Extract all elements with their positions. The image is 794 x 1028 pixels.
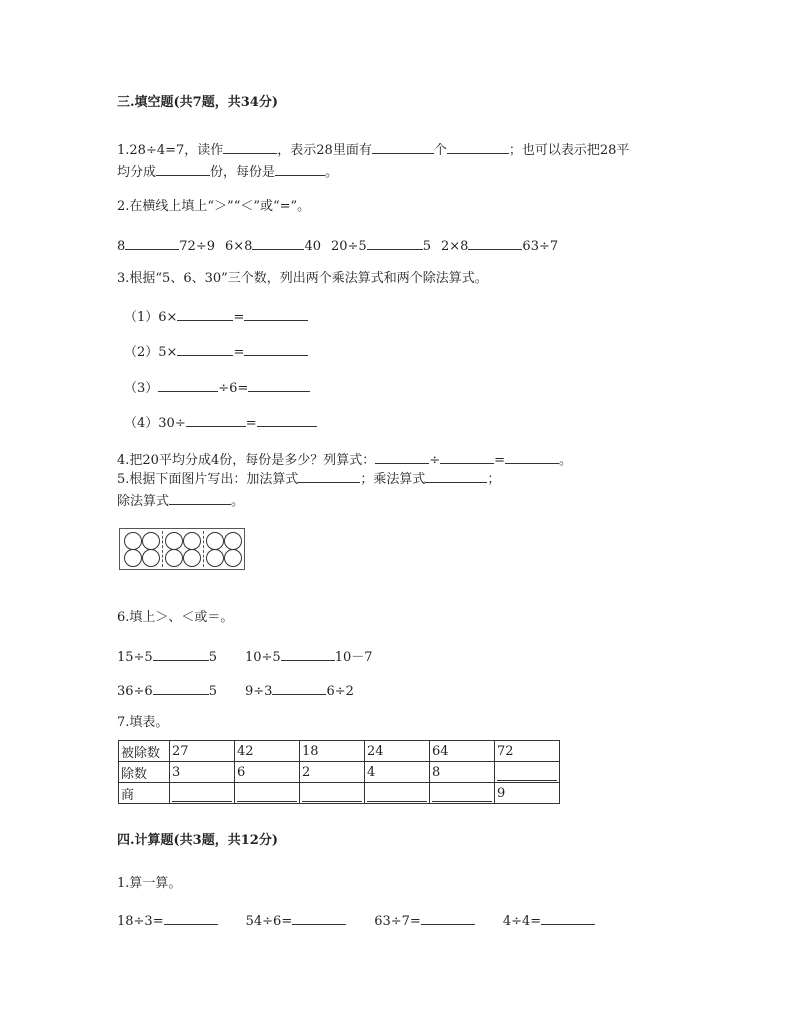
q6-item2-blank[interactable] [281, 646, 335, 661]
q2-item3-blank[interactable] [367, 235, 423, 250]
q6-prompt: 6.填上＞、＜或＝。 [117, 610, 234, 625]
table-cell: 42 [235, 741, 300, 762]
q6-item3-blank[interactable] [153, 680, 209, 695]
q1-blank-count[interactable] [372, 139, 434, 154]
q1-text-b: ，表示28里面有 [277, 143, 372, 158]
q3-row2-text: 5× [158, 345, 178, 360]
q6-item1-left: 15÷5 [117, 650, 153, 665]
q3-row1-blank1[interactable] [177, 306, 233, 321]
q3-row2-eq: = [233, 345, 245, 360]
table-cell-blank[interactable] [170, 783, 235, 804]
q3-row2-blank1[interactable] [177, 341, 233, 356]
calc-item3: 63÷7= [374, 914, 421, 929]
q1-text-c: 个 [433, 143, 447, 158]
q5-text-sep: ； [487, 472, 501, 487]
q5-blank-add[interactable] [298, 468, 360, 483]
q2-item2-blank[interactable] [252, 235, 304, 250]
circle [206, 549, 224, 567]
q2-item4-left: 2×8 [440, 239, 469, 254]
circle [142, 532, 160, 550]
answer-blank[interactable] [497, 764, 557, 781]
circle [124, 532, 142, 550]
q1-text-d: ；也可以表示把28平 [508, 143, 630, 158]
row-label: 除数 [119, 762, 170, 783]
q3-row3-blank1[interactable] [158, 377, 218, 392]
q1-text-g: 。 [325, 165, 339, 180]
q3-row3 [124, 377, 310, 398]
circles-figure [119, 528, 245, 570]
q2-prompt: 2.在横线上填上“＞”“＜”或“=”。 [117, 199, 311, 214]
q5-text-mul: ；乘法算式 [360, 472, 426, 487]
s4q1-items [117, 910, 595, 931]
q2-item2-left: 6×8 [225, 239, 253, 254]
q2-item1-left: 8 [117, 239, 126, 254]
q3-row2-num: （2） [124, 345, 159, 360]
q4-text: 4.把20平均分成4份，每份是多少？列算式： [117, 453, 376, 468]
table-row-quotient [119, 783, 560, 804]
table-cell: 64 [430, 741, 495, 762]
q3-row1-text: 6× [158, 310, 178, 325]
q1-blank-each[interactable] [275, 161, 325, 176]
table-row-divisor [119, 762, 560, 783]
answer-blank[interactable] [172, 785, 232, 802]
calc-item4: 4÷4= [502, 914, 542, 929]
q2-item1-blank[interactable] [125, 235, 179, 250]
q5-blank-div[interactable] [169, 490, 231, 505]
q3-row2-blank2[interactable] [244, 341, 308, 356]
calc-blank3[interactable] [421, 910, 475, 925]
answer-blank[interactable] [237, 785, 297, 802]
circle [142, 549, 160, 567]
table-cell-blank[interactable] [495, 762, 560, 783]
table-cell: 4 [365, 762, 430, 783]
row-label: 被除数 [119, 741, 170, 762]
q3-row3-text: ÷6= [218, 381, 249, 396]
s4q1-prompt: 1.算一算。 [117, 876, 182, 891]
q4-end: 。 [559, 453, 573, 468]
answer-blank[interactable] [367, 785, 427, 802]
circle [183, 532, 201, 550]
division-table [118, 740, 560, 804]
table-cell-blank[interactable] [235, 783, 300, 804]
q4-blank1[interactable] [375, 449, 429, 464]
row-label: 商 [119, 783, 170, 804]
q1-text-e: 均分成 [117, 165, 157, 180]
q3-row4-blank2[interactable] [257, 412, 317, 427]
section3-title: 三.填空题(共7题，共34分) [117, 95, 278, 110]
table-cell: 6 [235, 762, 300, 783]
calc-blank1[interactable] [164, 910, 218, 925]
q3-row1-eq: = [233, 310, 245, 325]
table-cell: 18 [300, 741, 365, 762]
q3-row4-num: （4） [124, 416, 159, 431]
q5-text-div: 除法算式 [117, 494, 170, 509]
q6-item3-left: 36÷6 [117, 684, 153, 699]
calc-item1: 18÷3= [117, 914, 164, 929]
q3-row1 [124, 306, 308, 327]
q1-line2 [117, 161, 338, 182]
q2-item1-right: 72÷9 [179, 239, 215, 254]
circle-group-2 [163, 531, 203, 567]
table-cell-blank[interactable] [430, 783, 495, 804]
table-cell: 27 [170, 741, 235, 762]
q3-row3-blank2[interactable] [248, 377, 310, 392]
circle [224, 532, 242, 550]
table-cell: 3 [170, 762, 235, 783]
q3-row1-blank2[interactable] [244, 306, 308, 321]
q1-blank-parts[interactable] [156, 161, 210, 176]
q3-row4 [124, 412, 317, 433]
q1-blank-reading[interactable] [223, 139, 277, 154]
q6-item2-left: 10÷5 [245, 650, 281, 665]
q5-blank-mul[interactable] [425, 468, 487, 483]
q1-text-f: 份，每份是 [210, 165, 276, 180]
table-cell: 9 [495, 783, 560, 804]
circle [124, 549, 142, 567]
q3-row4-blank1[interactable] [186, 412, 246, 427]
table-cell-blank[interactable] [300, 783, 365, 804]
q6-item4-left: 9÷3 [245, 684, 273, 699]
circle-group-3 [204, 531, 244, 567]
answer-blank[interactable] [432, 785, 492, 802]
circle [224, 549, 242, 567]
table-row-dividend [119, 741, 560, 762]
q6-row1 [117, 646, 373, 667]
q6-item4-blank[interactable] [272, 680, 326, 695]
table-cell-blank[interactable] [365, 783, 430, 804]
q2-item4-right: 63÷7 [522, 239, 559, 254]
calc-item2: 54÷6= [245, 914, 293, 929]
q6-item2-right: 10－7 [334, 650, 373, 665]
q2-item3-left: 20÷5 [330, 239, 367, 254]
q2-items [117, 235, 558, 256]
q3-row4-text: 30÷ [158, 416, 186, 431]
q3-prompt: 3.根据“5、6、30”三个数，列出两个乘法算式和两个除法算式。 [117, 271, 488, 286]
q2-item3-right: 5 [422, 239, 431, 254]
q6-item4-right: 6÷2 [326, 684, 354, 699]
q3-row4-eq: = [245, 416, 257, 431]
q5-line1 [117, 468, 500, 489]
answer-blank[interactable] [302, 785, 362, 802]
q4-blank3[interactable] [505, 449, 559, 464]
circle-group-1 [122, 531, 162, 567]
q1-blank-unit[interactable] [447, 139, 509, 154]
q3-row3-num: （3） [124, 381, 159, 396]
calc-blank4[interactable] [541, 910, 595, 925]
q6-row2 [117, 680, 354, 701]
q7-prompt: 7.填表。 [117, 715, 169, 730]
q6-item1-blank[interactable] [153, 646, 209, 661]
q3-row1-num: （1） [124, 310, 159, 325]
q5-line2 [117, 490, 244, 511]
calc-blank2[interactable] [292, 910, 346, 925]
q6-item3-right: 5 [208, 684, 217, 699]
circle [165, 549, 183, 567]
q3-row2 [124, 341, 308, 362]
q4-op: ÷ [429, 453, 441, 468]
table-cell: 2 [300, 762, 365, 783]
circle [165, 532, 183, 550]
circle [183, 549, 201, 567]
q4-blank2[interactable] [440, 449, 494, 464]
table-cell: 8 [430, 762, 495, 783]
q5-text-end: 。 [231, 494, 245, 509]
q6-item1-right: 5 [208, 650, 217, 665]
q2-item4-blank[interactable] [468, 235, 522, 250]
section4-title: 四.计算题(共3题，共12分) [117, 833, 278, 848]
table-cell: 72 [495, 741, 560, 762]
q1-line1 [117, 139, 629, 160]
q2-item2-right: 40 [304, 239, 321, 254]
circle [206, 532, 224, 550]
table-cell: 24 [365, 741, 430, 762]
q5-text-add: 5.根据下面图片写出：加法算式 [117, 472, 299, 487]
q4-eq: = [494, 453, 506, 468]
q4-line [117, 449, 572, 470]
q1-text-a: 1.28÷4=7，读作 [117, 143, 224, 158]
